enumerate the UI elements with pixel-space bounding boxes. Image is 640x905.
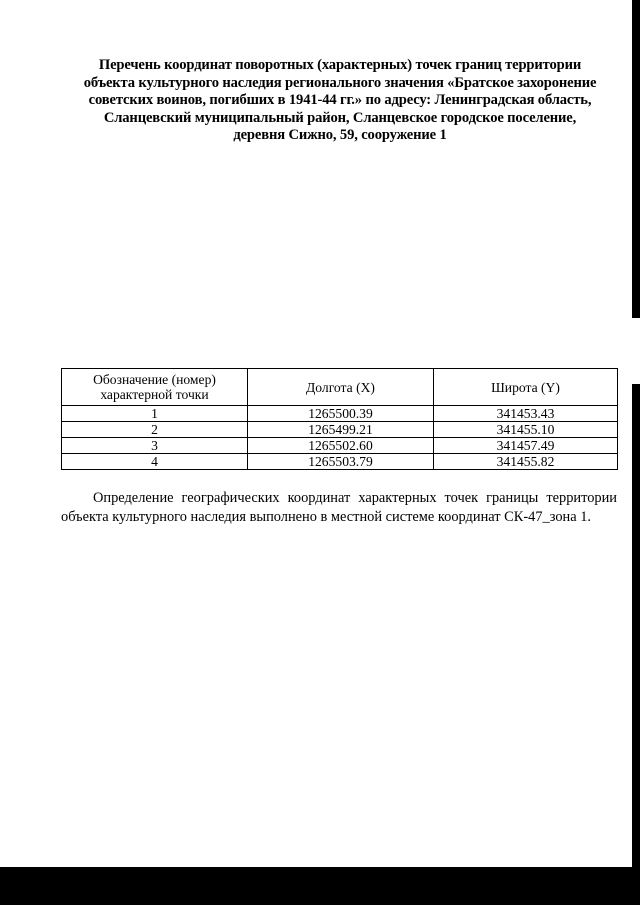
coordinates-table bbox=[61, 368, 618, 470]
table-header-row bbox=[62, 369, 618, 406]
header-longitude: Долгота (X) bbox=[248, 369, 434, 406]
header-latitude: Широта (Y) bbox=[434, 369, 618, 406]
title-line: Перечень координат поворотных (характерных) точек границ территории bbox=[98, 57, 582, 73]
point-number-cell: 3 bbox=[62, 438, 248, 454]
scan-edge-bottom bbox=[0, 867, 640, 905]
point-number-cell: 4 bbox=[62, 454, 248, 470]
title-line: советских воинов, погибших в 1941-44 гг.» по адресу: Ленинградская область, bbox=[88, 92, 592, 109]
table-row bbox=[62, 422, 618, 438]
latitude-cell: 341455.82 bbox=[434, 454, 618, 470]
longitude-cell: 1265500.39 bbox=[248, 406, 434, 422]
title-line: Сланцевский муниципальный район, Сланцевское городское поселение, bbox=[103, 109, 577, 126]
longitude-cell: 1265502.60 bbox=[248, 438, 434, 454]
table-row bbox=[62, 438, 618, 454]
table-row bbox=[62, 454, 618, 470]
point-number-cell: 1 bbox=[62, 406, 248, 422]
latitude-cell: 341455.10 bbox=[434, 422, 618, 438]
header-point-number: Обозначение (номер) характерной точки bbox=[62, 369, 248, 406]
document-title bbox=[60, 57, 620, 145]
latitude-cell: 341453.43 bbox=[434, 406, 618, 422]
point-number-cell: 2 bbox=[62, 422, 248, 438]
title-line: объекта культурного наследия регионального значения «Братское захоронение bbox=[83, 74, 597, 91]
longitude-cell: 1265503.79 bbox=[248, 454, 434, 470]
title-line: деревня Сижно, 59, сооружение 1 bbox=[233, 127, 447, 144]
table-row bbox=[62, 406, 618, 422]
scan-edge-gap bbox=[632, 318, 640, 384]
latitude-cell: 341457.49 bbox=[434, 438, 618, 454]
scan-edge-right bbox=[632, 0, 640, 905]
longitude-cell: 1265499.21 bbox=[248, 422, 434, 438]
coordinate-system-note: Определение географических координат характерных точек границы территории объекта культурного наследия выполнено в местной системе координат СК-47_зона 1. bbox=[61, 490, 617, 526]
